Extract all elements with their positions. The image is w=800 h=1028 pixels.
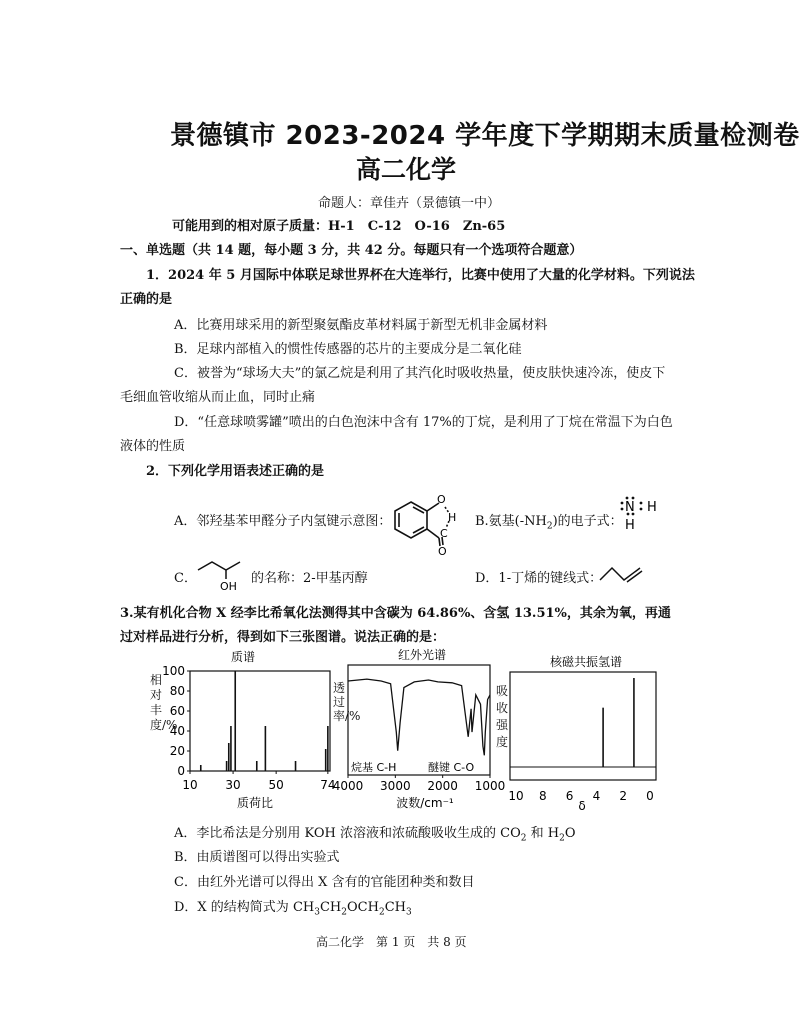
- ms-ytick-label: 20: [169, 744, 185, 758]
- chem-atom-h: H: [448, 511, 457, 524]
- ms-ytick-label: 60: [169, 704, 185, 718]
- q3-option-b: B．由质谱图可以得出实验式: [174, 850, 340, 865]
- nmr-spectrum-chart: [490, 650, 660, 818]
- ms-xtick-label: 74: [320, 778, 336, 792]
- electron-n: N: [625, 500, 635, 515]
- ms-ytick-label: 0: [177, 764, 185, 778]
- q1-option-d-line1: D．“任意球喷雾罐”喷出的白色泡沫中含有 17%的丁烷，是利用了丁烷在常温下为白色: [174, 415, 673, 430]
- section-heading: 一、单选题（共 14 题，每小题 3 分，共 42 分。每题只有一个选项符合题意）: [120, 243, 583, 258]
- q3-option-d: [174, 896, 412, 918]
- chem-atom-o2: O: [438, 545, 447, 558]
- q1-option-c-line2: 毛细血管收缩从而止血，同时止痛: [120, 390, 316, 405]
- q3-d-pre: D．X 的结构简式为 CH: [174, 900, 315, 915]
- q3-stem-line1: 3.某有机化合物 X 经李比希氧化法测得其中含碳为 64.86%、含氢 13.51%，其余为氧，再通: [120, 606, 671, 621]
- q3-d-s3: 2: [378, 907, 385, 918]
- q1-stem-line2: 正确的是: [120, 292, 173, 307]
- chem-atom-c: C: [440, 527, 448, 540]
- q2-b-mid: -NH: [519, 514, 547, 529]
- electron-h2: H: [625, 518, 635, 533]
- ir-xtick-label: 3000: [380, 779, 411, 793]
- nmr-xtick-label: 0: [646, 789, 654, 803]
- q1-option-b: B．足球内部植入的惯性传感器的芯片的主要成分是二氧化硅: [174, 342, 522, 357]
- page-footer: 高二化学 第 1 页 共 8 页: [316, 935, 467, 949]
- q2-option-d: D．1-丁烯的键线式：: [475, 571, 603, 586]
- ms-ytick-label: 40: [169, 724, 185, 738]
- chem-oh: OH: [220, 580, 237, 593]
- q1-option-a: A．比赛用球采用的新型聚氨酯皮革材料属于新型无机非金属材料: [174, 318, 548, 333]
- ms-xtick-label: 30: [225, 778, 241, 792]
- ir-ylabel: 透过率/%: [333, 681, 361, 723]
- ir-title: 红外光谱: [397, 648, 447, 662]
- ir-annotation-ch: 烷基 C-H: [351, 761, 397, 774]
- q1-option-d-line2: 液体的性质: [120, 439, 186, 454]
- ms-xtick-label: 10: [182, 778, 198, 792]
- nmr-xtick-label: 6: [565, 789, 574, 803]
- q2-b-pre: B.氨基(: [475, 514, 520, 529]
- amino-electron-formula: [615, 496, 665, 536]
- q1-option-c-line1: C．被誉为“球场大夫”的氯乙烷是利用了其汽化时吸收热量，使皮肤快速冷冻，使皮下: [174, 366, 666, 381]
- q2-stem: 2．下列化学用语表述正确的是: [146, 464, 325, 479]
- q3-d-s1: 3: [314, 907, 320, 918]
- ms-xlabel: 质荷比: [236, 796, 274, 810]
- q3-d-s4: 3: [405, 907, 412, 918]
- q2-option-c-prefix: C．: [174, 571, 197, 586]
- ir-annotation-co: 醚键 C-O: [428, 761, 475, 774]
- nmr-title: 核磁共振氢谱: [549, 655, 623, 669]
- atomic-masses: 可能用到的相对原子质量：H-1 C-12 O-16 Zn-65: [172, 219, 506, 234]
- nmr-xlabel: δ: [578, 799, 586, 813]
- q3-stem-line2: 过对样品进行分析，得到如下三张图谱。说法正确的是：: [120, 630, 446, 645]
- q2-b-sub: 2: [546, 521, 553, 532]
- ms-xtick-label: 50: [268, 778, 284, 792]
- ms-title: 质谱: [230, 650, 256, 664]
- ir-xlabel: 波数/cm⁻¹: [396, 796, 454, 810]
- q2-option-a: A．邻羟基苯甲醛分子内氢键示意图：: [174, 514, 392, 529]
- chem-atom-o1: O: [437, 493, 446, 506]
- nmr-xtick-label: 10: [508, 789, 524, 803]
- q2-option-b: [475, 510, 623, 532]
- electron-h1: H: [647, 500, 657, 515]
- nmr-ylabel: 吸收强度: [496, 684, 509, 749]
- ir-xtick-label: 4000: [332, 779, 364, 793]
- nmr-xtick-label: 4: [592, 789, 601, 803]
- q2-option-c: 的名称：2-甲基丙醇: [251, 571, 368, 586]
- ms-frame: [190, 671, 330, 771]
- nmr-xtick-label: 2: [619, 789, 628, 803]
- q3-option-a: [174, 822, 576, 844]
- q3-option-c: C．由红外光谱可以得出 X 含有的官能团种类和数目: [174, 875, 475, 890]
- butene-skeletal-structure: [596, 560, 656, 586]
- page-subtitle: 高二化学: [356, 155, 457, 184]
- q3-d-t3: CH: [384, 900, 406, 915]
- q3-d-t1: CH: [319, 900, 342, 915]
- q2-b-post: )的电子式：: [552, 514, 623, 529]
- q3-a-sub2: 2: [559, 833, 565, 844]
- ms-ytick-label: 100: [162, 664, 185, 678]
- q1-stem-line1: 1．2024 年 5 月国际中体联足球世界杯在大连举行，比赛中使用了大量的化学材料。下列说法: [146, 268, 695, 283]
- q3-a-sub1: 2: [520, 833, 527, 844]
- author-line: 命题人：章佳卉（景德镇一中）: [318, 196, 501, 211]
- ir-curve: [348, 679, 490, 755]
- q3-a-pre: A．李比希法是分别用 KOH 浓溶液和浓硫酸吸收生成的 CO: [174, 826, 521, 841]
- nmr-xtick-label: 8: [538, 789, 547, 803]
- q3-d-t2: OCH: [347, 900, 379, 915]
- ms-ylabel: 相对丰度/%: [150, 673, 178, 732]
- ir-xtick-label: 1000: [474, 779, 506, 793]
- q3-a-post: O: [564, 826, 576, 841]
- salicylaldehyde-structure: [383, 488, 473, 558]
- butanol-skeletal-structure: [194, 556, 254, 592]
- q3-a-mid: 和 H: [526, 826, 560, 841]
- page-title: 景德镇市 2023-2024 学年度下学期期末质量检测卷: [170, 121, 800, 151]
- ir-xtick-label: 2000: [427, 779, 458, 793]
- q3-d-s2: 2: [341, 907, 347, 918]
- ms-ytick-label: 80: [169, 684, 185, 698]
